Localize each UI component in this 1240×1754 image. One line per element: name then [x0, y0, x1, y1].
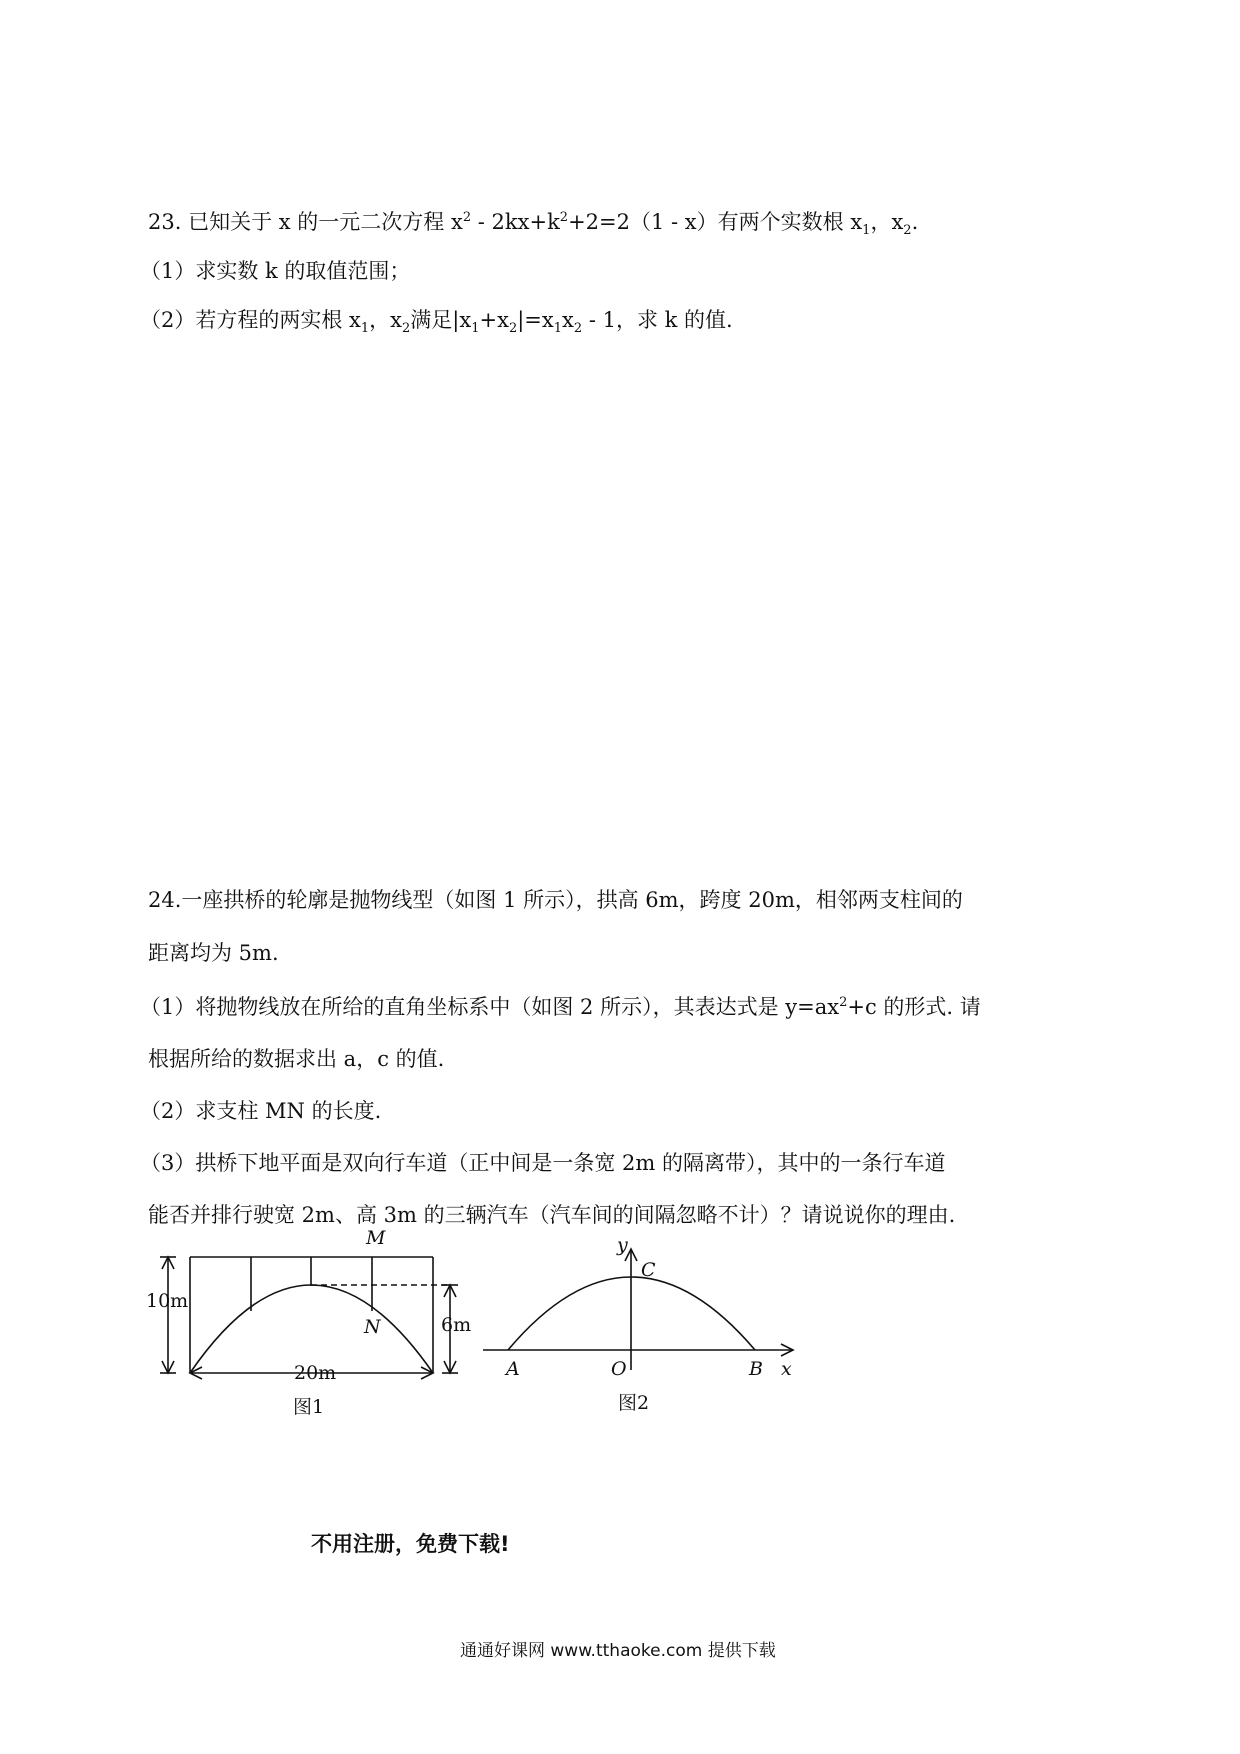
fig2-label-b: B — [749, 1358, 763, 1380]
fig2-label-y: y — [617, 1234, 628, 1256]
q23-num: 23. — [148, 210, 182, 234]
fig1-label-10m: 10m — [146, 1290, 189, 1312]
fig2-caption: 图2 — [618, 1392, 650, 1414]
q24-line2: 距离均为 5m. — [148, 941, 279, 965]
fig1-arch-curve — [190, 1285, 433, 1373]
fig2-label-a: A — [506, 1358, 520, 1380]
q24-line1: 24.一座拱桥的轮廓是抛物线型（如图 1 所示），拱高 6m，跨度 20m，相邻两支柱间的 — [148, 888, 963, 912]
q24-part1-line1: （1）将抛物线放在所给的直角坐标系中（如图 2 所示），其表达式是 $y=ax^2+c$ 的形式. 请 — [140, 995, 981, 1019]
fig1-caption: 图1 — [293, 1396, 325, 1418]
footer-credit: 通通好课网 www.tthaoke.com 提供下载 — [460, 1641, 776, 1661]
fig1-label-m: M — [366, 1227, 386, 1249]
q23-part2: （2）若方程的两实根 $x_1$，$x_2$满足$|x_1+x_2|=x_1x_2 - 1$，求 k 的值. — [140, 308, 733, 337]
q23-stem: 23. 已知关于 x 的一元二次方程 $x^2 - 2kx+k^2+2=2(1 - x)$有两个实数根 $x_1$，$x_2$. — [148, 210, 919, 239]
q24-part3-line1: （3）拱桥下地平面是双向行车道（正中间是一条宽 2m 的隔离带），其中的一条行车道 — [140, 1151, 946, 1175]
fig2-label-o: O — [611, 1358, 627, 1380]
q24-part2: （2）求支柱 MN 的长度. — [140, 1099, 382, 1123]
fig1-label-20m: 20m — [294, 1362, 337, 1384]
fig1-label-6m: 6m — [441, 1314, 472, 1336]
q23-part1: （1）求实数 k 的取值范围； — [140, 259, 411, 283]
q24-part1-line2: 根据所给的数据求出 a，c 的值. — [148, 1047, 445, 1071]
q24-part3-line2: 能否并排行驶宽 2m、高 3m 的三辆汽车（汽车间的间隔忽略不计）？请说说你的理由. — [148, 1203, 956, 1227]
fig2-label-c: C — [641, 1259, 656, 1281]
free-download-note: 不用注册，免费下载! — [311, 1532, 510, 1556]
fig2-label-x: x — [781, 1358, 792, 1380]
fig1-label-n: N — [364, 1316, 381, 1338]
